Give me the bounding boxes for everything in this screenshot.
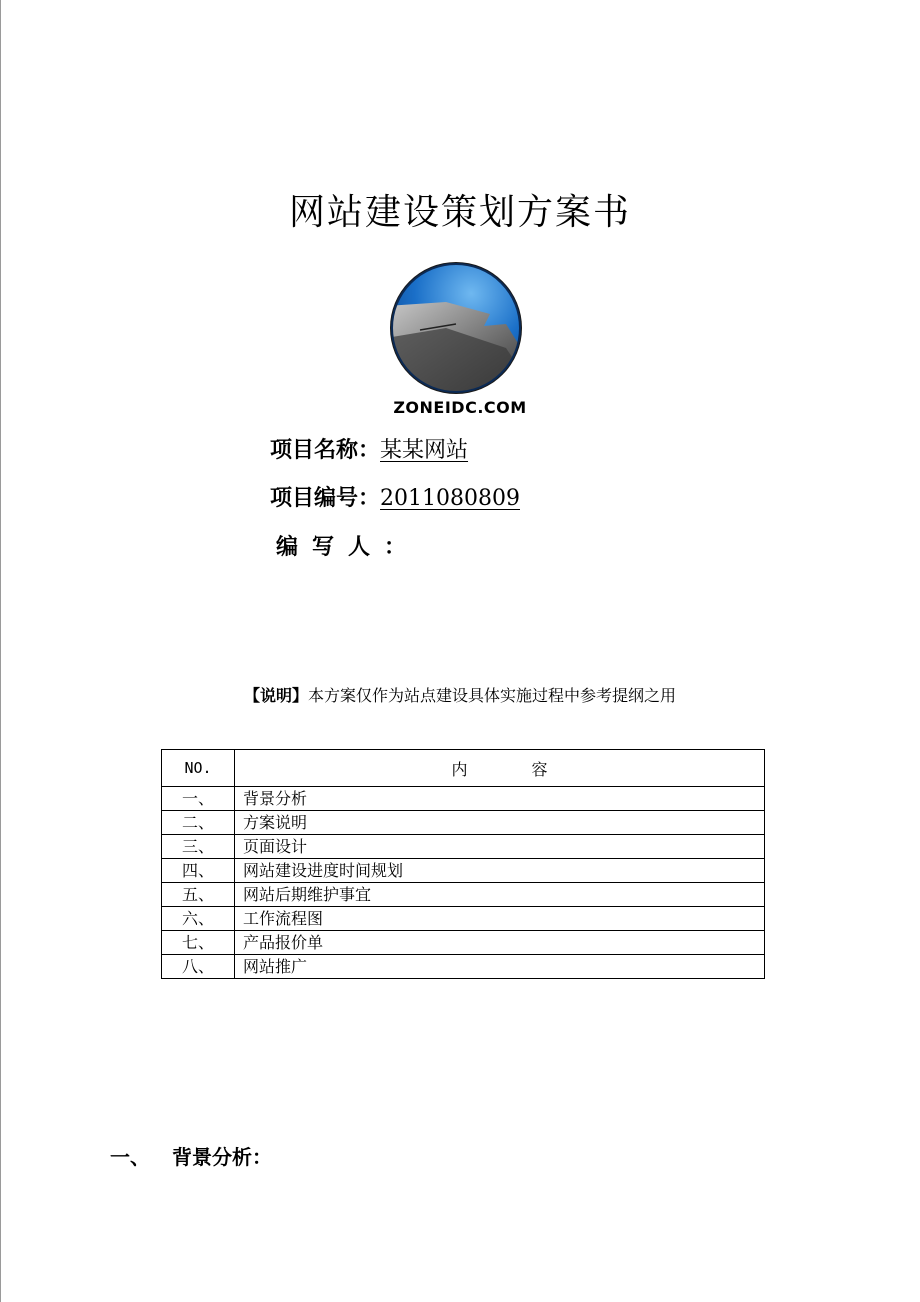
project-name-field	[270, 433, 468, 464]
row-number: 八、	[162, 955, 235, 979]
header-no: NO.	[162, 750, 235, 787]
note-tag: 【说明】	[243, 686, 308, 705]
row-number: 五、	[162, 883, 235, 907]
row-number: 六、	[162, 907, 235, 931]
table-row	[162, 811, 765, 835]
project-number-value: 2011080809	[380, 486, 520, 511]
author-label: 编写人：	[276, 534, 421, 560]
document-title: 网站建设策划方案书	[288, 192, 631, 234]
table-row	[162, 955, 765, 979]
row-number: 七、	[162, 931, 235, 955]
table-row	[162, 787, 765, 811]
table-row	[162, 931, 765, 955]
description-note	[0, 683, 920, 706]
project-name-label: 项目名称：	[270, 437, 381, 463]
table-row	[162, 907, 765, 931]
row-item: 网站建设进度时间规划	[235, 859, 765, 883]
contents-table	[161, 749, 765, 979]
row-item: 产品报价单	[235, 931, 765, 955]
section-title: 背景分析：	[172, 1145, 272, 1169]
row-item: 工作流程图	[235, 907, 765, 931]
row-item: 网站后期维护事宜	[235, 883, 765, 907]
row-item: 背景分析	[235, 787, 765, 811]
row-item: 方案说明	[235, 811, 765, 835]
row-item: 页面设计	[235, 835, 765, 859]
logo-wordmark: ZONEIDC.COM	[393, 398, 527, 417]
row-item: 网站推广	[235, 955, 765, 979]
note-text: 本方案仅作为站点建设具体实施过程中参考提纲之用	[308, 686, 677, 705]
table-row	[162, 835, 765, 859]
row-number: 三、	[162, 835, 235, 859]
row-number: 四、	[162, 859, 235, 883]
header-content: 内 容	[235, 750, 765, 787]
table-header-row	[162, 750, 765, 787]
row-number: 一、	[162, 787, 235, 811]
zoneidc-logo	[386, 258, 528, 418]
row-number: 二、	[162, 811, 235, 835]
table-row	[162, 883, 765, 907]
project-number-field	[270, 481, 520, 512]
project-name-value: 某某网站	[380, 438, 469, 463]
project-number-label: 项目编号：	[270, 485, 381, 511]
section-heading	[110, 1141, 272, 1170]
section-number: 一、	[110, 1145, 150, 1169]
table-row	[162, 859, 765, 883]
author-field	[276, 530, 420, 561]
